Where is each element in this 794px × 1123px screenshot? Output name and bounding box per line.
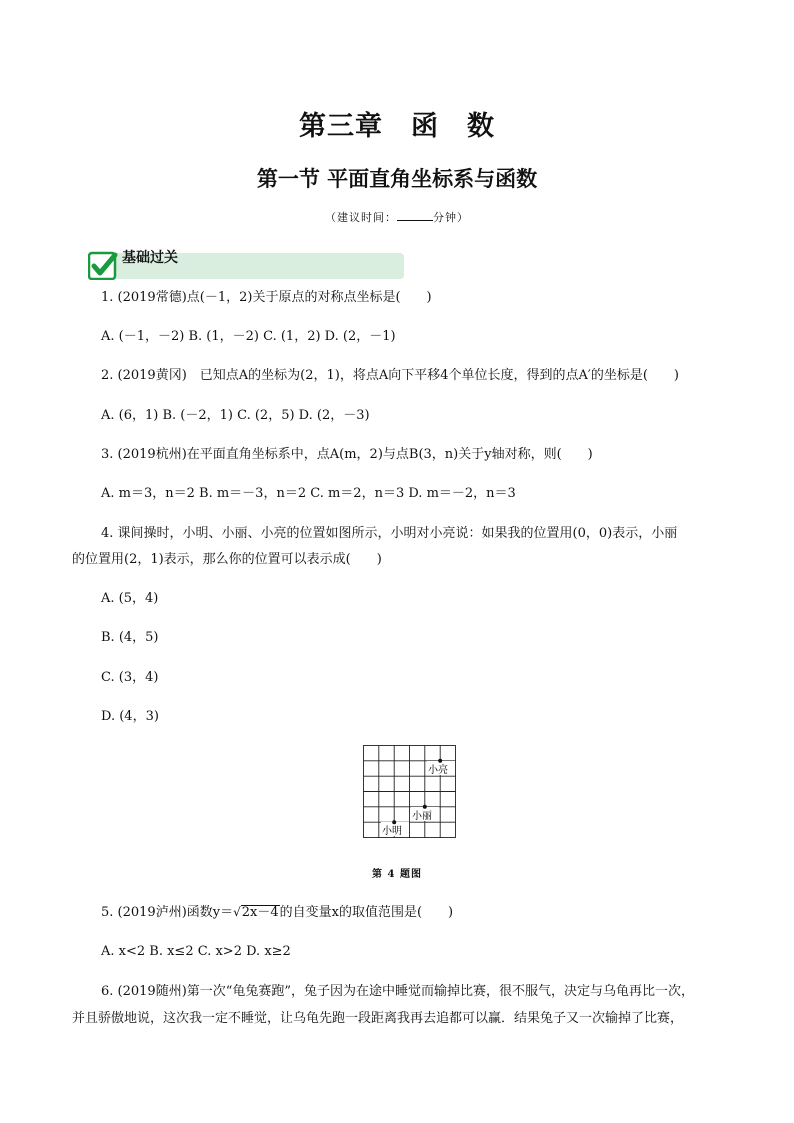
xiaoli-point xyxy=(423,805,427,809)
xiaoli-label: 小丽 xyxy=(412,811,432,822)
question-1-options: A. (－1，－2) B. (1，－2) C. (1，2) D. (2，－1) xyxy=(101,329,396,344)
question-5-options: A. x<2 B. x≤2 C. x>2 D. x≥2 xyxy=(101,944,291,959)
question-4-option-d: D. (4，3) xyxy=(101,709,159,724)
time-blank xyxy=(397,210,433,221)
question-5-radicand: 2x－4 xyxy=(241,905,279,920)
question-4-option-b: B. (4，5) xyxy=(101,630,159,645)
suggested-time xyxy=(0,209,794,225)
chapter-title: 第三章 函 数 xyxy=(299,111,495,142)
grid-svg xyxy=(363,745,456,838)
question-4-stem-line1: 4. 课间操时，小明、小丽、小亮的位置如图所示，小明对小亮说：如果我的位置用(0，0)表示，小丽 xyxy=(101,526,678,541)
question-5-stem xyxy=(101,903,453,922)
question-1-stem: 1. (2019常德)点(－1，2)关于原点的对称点坐标是( ) xyxy=(101,290,432,305)
question-4-stem-line2: 的位置用(2，1)表示，那么你的位置可以表示成( ) xyxy=(72,552,382,567)
grid-figure xyxy=(363,745,456,838)
question-5-stem-prefix: 5. (2019泸州)函数y＝ xyxy=(101,905,234,920)
xiaoming-point xyxy=(392,820,396,824)
xiaoliang-label: 小亮 xyxy=(428,765,448,776)
suggested-time-prefix: （建议时间： xyxy=(325,211,397,224)
question-2-options: A. (6，1) B. (－2，1) C. (2，5) D. (2，－3) xyxy=(101,408,370,423)
question-6-stem-line1: 6. (2019随州)第一次“龟兔赛跑”，兔子因为在途中睡觉而输掉比赛，很不服气，决定与乌龟再比一次， xyxy=(101,984,695,999)
banner-label: 基础过关 xyxy=(122,250,178,266)
check-icon xyxy=(88,250,118,280)
section-title: 第一节 平面直角坐标系与函数 xyxy=(256,167,538,191)
question-2-stem: 2. (2019黄冈) 已知点A的坐标为(2，1)，将点A向下平移4个单位长度，得到的点A′的坐标是( ) xyxy=(101,368,679,383)
question-4-option-a: A. (5，4) xyxy=(101,591,159,606)
xiaoming-label: 小明 xyxy=(382,826,402,837)
question-4-option-c: C. (3，4) xyxy=(101,670,159,685)
xiaoliang-point xyxy=(438,759,442,763)
figure-caption: 第 4 题图 xyxy=(372,869,422,880)
question-5-stem-suffix: 的自变量x的取值范围是( ) xyxy=(279,905,454,920)
sqrt-icon: √ xyxy=(233,905,241,919)
question-3-stem: 3. (2019杭州)在平面直角坐标系中，点A(m，2)与点B(3，n)关于y轴对称，则( ) xyxy=(101,447,593,462)
question-3-options: A. m＝3，n＝2 B. m＝－3，n＝2 C. m＝2，n＝3 D. m＝－2，n＝3 xyxy=(101,486,516,501)
suggested-time-suffix: 分钟） xyxy=(433,211,469,224)
question-6-stem-line2: 并且骄傲地说，这次我一定不睡觉，让乌龟先跑一段距离我再去追都可以赢．结果兔子又一次输掉了比赛， xyxy=(72,1011,684,1026)
